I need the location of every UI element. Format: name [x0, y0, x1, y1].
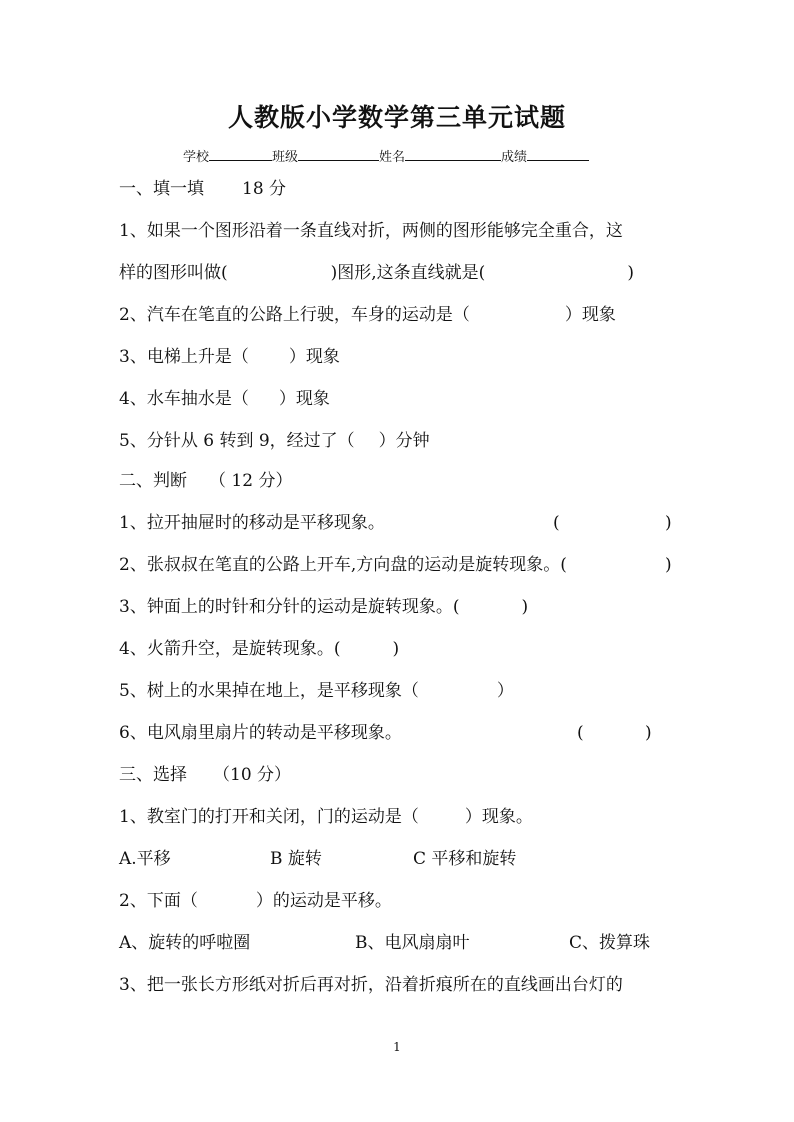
s2-q1-text: 1、拉开抽屉时的移动是平移现象。: [119, 513, 385, 533]
section3-heading: 三、选择: [119, 765, 187, 785]
option-c[interactable]: C 平移和旋转: [413, 849, 517, 869]
s2-q6-open: (: [577, 723, 584, 743]
s2-q5-text: 5、树上的水果掉在地上，是平移现象（: [119, 681, 419, 701]
section3-heading-row: [119, 764, 291, 786]
s1-q1b-pre: 样的图形叫做(: [119, 263, 228, 283]
s1-q5-text: 5、分针从 6 转到 9，经过了（: [119, 431, 355, 451]
option-b[interactable]: B 旋转: [270, 849, 322, 869]
s2-q6-close: ): [645, 723, 652, 743]
s2-q4: [119, 638, 399, 660]
section3-points: （10 分）: [213, 765, 292, 785]
s2-q4-close: ): [392, 639, 400, 659]
school-label: 学校: [183, 150, 210, 165]
s3-q1-text: 1、教室门的打开和关闭，门的运动是（: [119, 807, 419, 827]
s2-q2: [119, 554, 674, 576]
s2-q1: [119, 512, 674, 534]
score-label: 成绩: [501, 150, 528, 165]
s2-q2-text: 2、张叔叔在笔直的公路上开车,方向盘的运动是旋转现象。(: [119, 555, 567, 575]
s1-q3: [119, 346, 340, 368]
s1-q4: [119, 388, 330, 410]
s3-q1: [119, 806, 533, 828]
student-info-row: [183, 146, 589, 165]
s3-q2-text: 2、下面（: [119, 891, 198, 911]
option-b[interactable]: B、电风扇扇叶: [355, 933, 470, 953]
s2-q2-close: ): [665, 555, 672, 575]
s2-q3: [119, 596, 528, 618]
s3-q3: 3、把一张长方形纸对折后再对折，沿着折痕所在的直线画出台灯的: [119, 975, 623, 995]
s1-q3-text: 3、电梯上升是（: [119, 347, 249, 367]
s1-q5-end: ）分钟: [378, 431, 430, 451]
s1-q1-line1: 1、如果一个图形沿着一条直线对折，两侧的图形能够完全重合，这: [119, 221, 623, 241]
s1-q2-end: ）现象: [564, 305, 616, 325]
section2-points: （ 12 分）: [209, 471, 293, 491]
name-blank[interactable]: [405, 148, 501, 161]
option-a[interactable]: A.平移: [119, 849, 171, 869]
s3-q2-end: ）的运动是平移。: [255, 891, 392, 911]
s2-q3-close: ): [521, 597, 529, 617]
s1-q4-text: 4、水车抽水是（: [119, 389, 249, 409]
s2-q3-text: 3、钟面上的时针和分针的运动是旋转现象。(: [119, 597, 460, 617]
page-title: 人教版小学数学第三单元试题: [227, 103, 566, 132]
s2-q5-close: ）: [496, 681, 514, 701]
s1-q1b-mid: )图形,这条直线就是(: [330, 263, 486, 283]
s3-q2: [119, 890, 392, 912]
section2-heading-row: [119, 470, 292, 492]
s1-q3-end: ）现象: [288, 347, 340, 367]
name-label: 姓名: [379, 150, 406, 165]
s2-q4-text: 4、火箭升空，是旋转现象。(: [119, 639, 341, 659]
s2-q1-open: (: [553, 513, 560, 533]
class-label: 班级: [272, 150, 299, 165]
section1-points: 18 分: [242, 179, 287, 199]
school-blank[interactable]: [209, 148, 272, 161]
s1-q1-line2: [119, 262, 634, 284]
class-blank[interactable]: [298, 148, 379, 161]
score-blank[interactable]: [527, 148, 589, 161]
s1-q5: [119, 430, 430, 452]
s1-q1b-end: ): [627, 263, 634, 283]
s2-q5: [119, 680, 514, 702]
s1-q2-text: 2、汽车在笔直的公路上行驶，车身的运动是（: [119, 305, 470, 325]
page-number: 1: [393, 1040, 401, 1054]
s2-q6: [119, 722, 674, 744]
s2-q1-close: ): [665, 513, 672, 533]
s3-q1-end: ）现象。: [464, 807, 533, 827]
option-a[interactable]: A、旋转的呼啦圈: [119, 933, 251, 953]
section1-heading-row: [119, 178, 286, 200]
section2-heading: 二、判断: [119, 471, 187, 491]
s1-q4-end: ）现象: [278, 389, 330, 409]
section1-heading: 一、填一填: [119, 179, 204, 199]
option-c[interactable]: C、拨算珠: [569, 933, 651, 953]
s1-q2: [119, 304, 616, 326]
s2-q6-text: 6、电风扇里扇片的转动是平移现象。: [119, 723, 402, 743]
